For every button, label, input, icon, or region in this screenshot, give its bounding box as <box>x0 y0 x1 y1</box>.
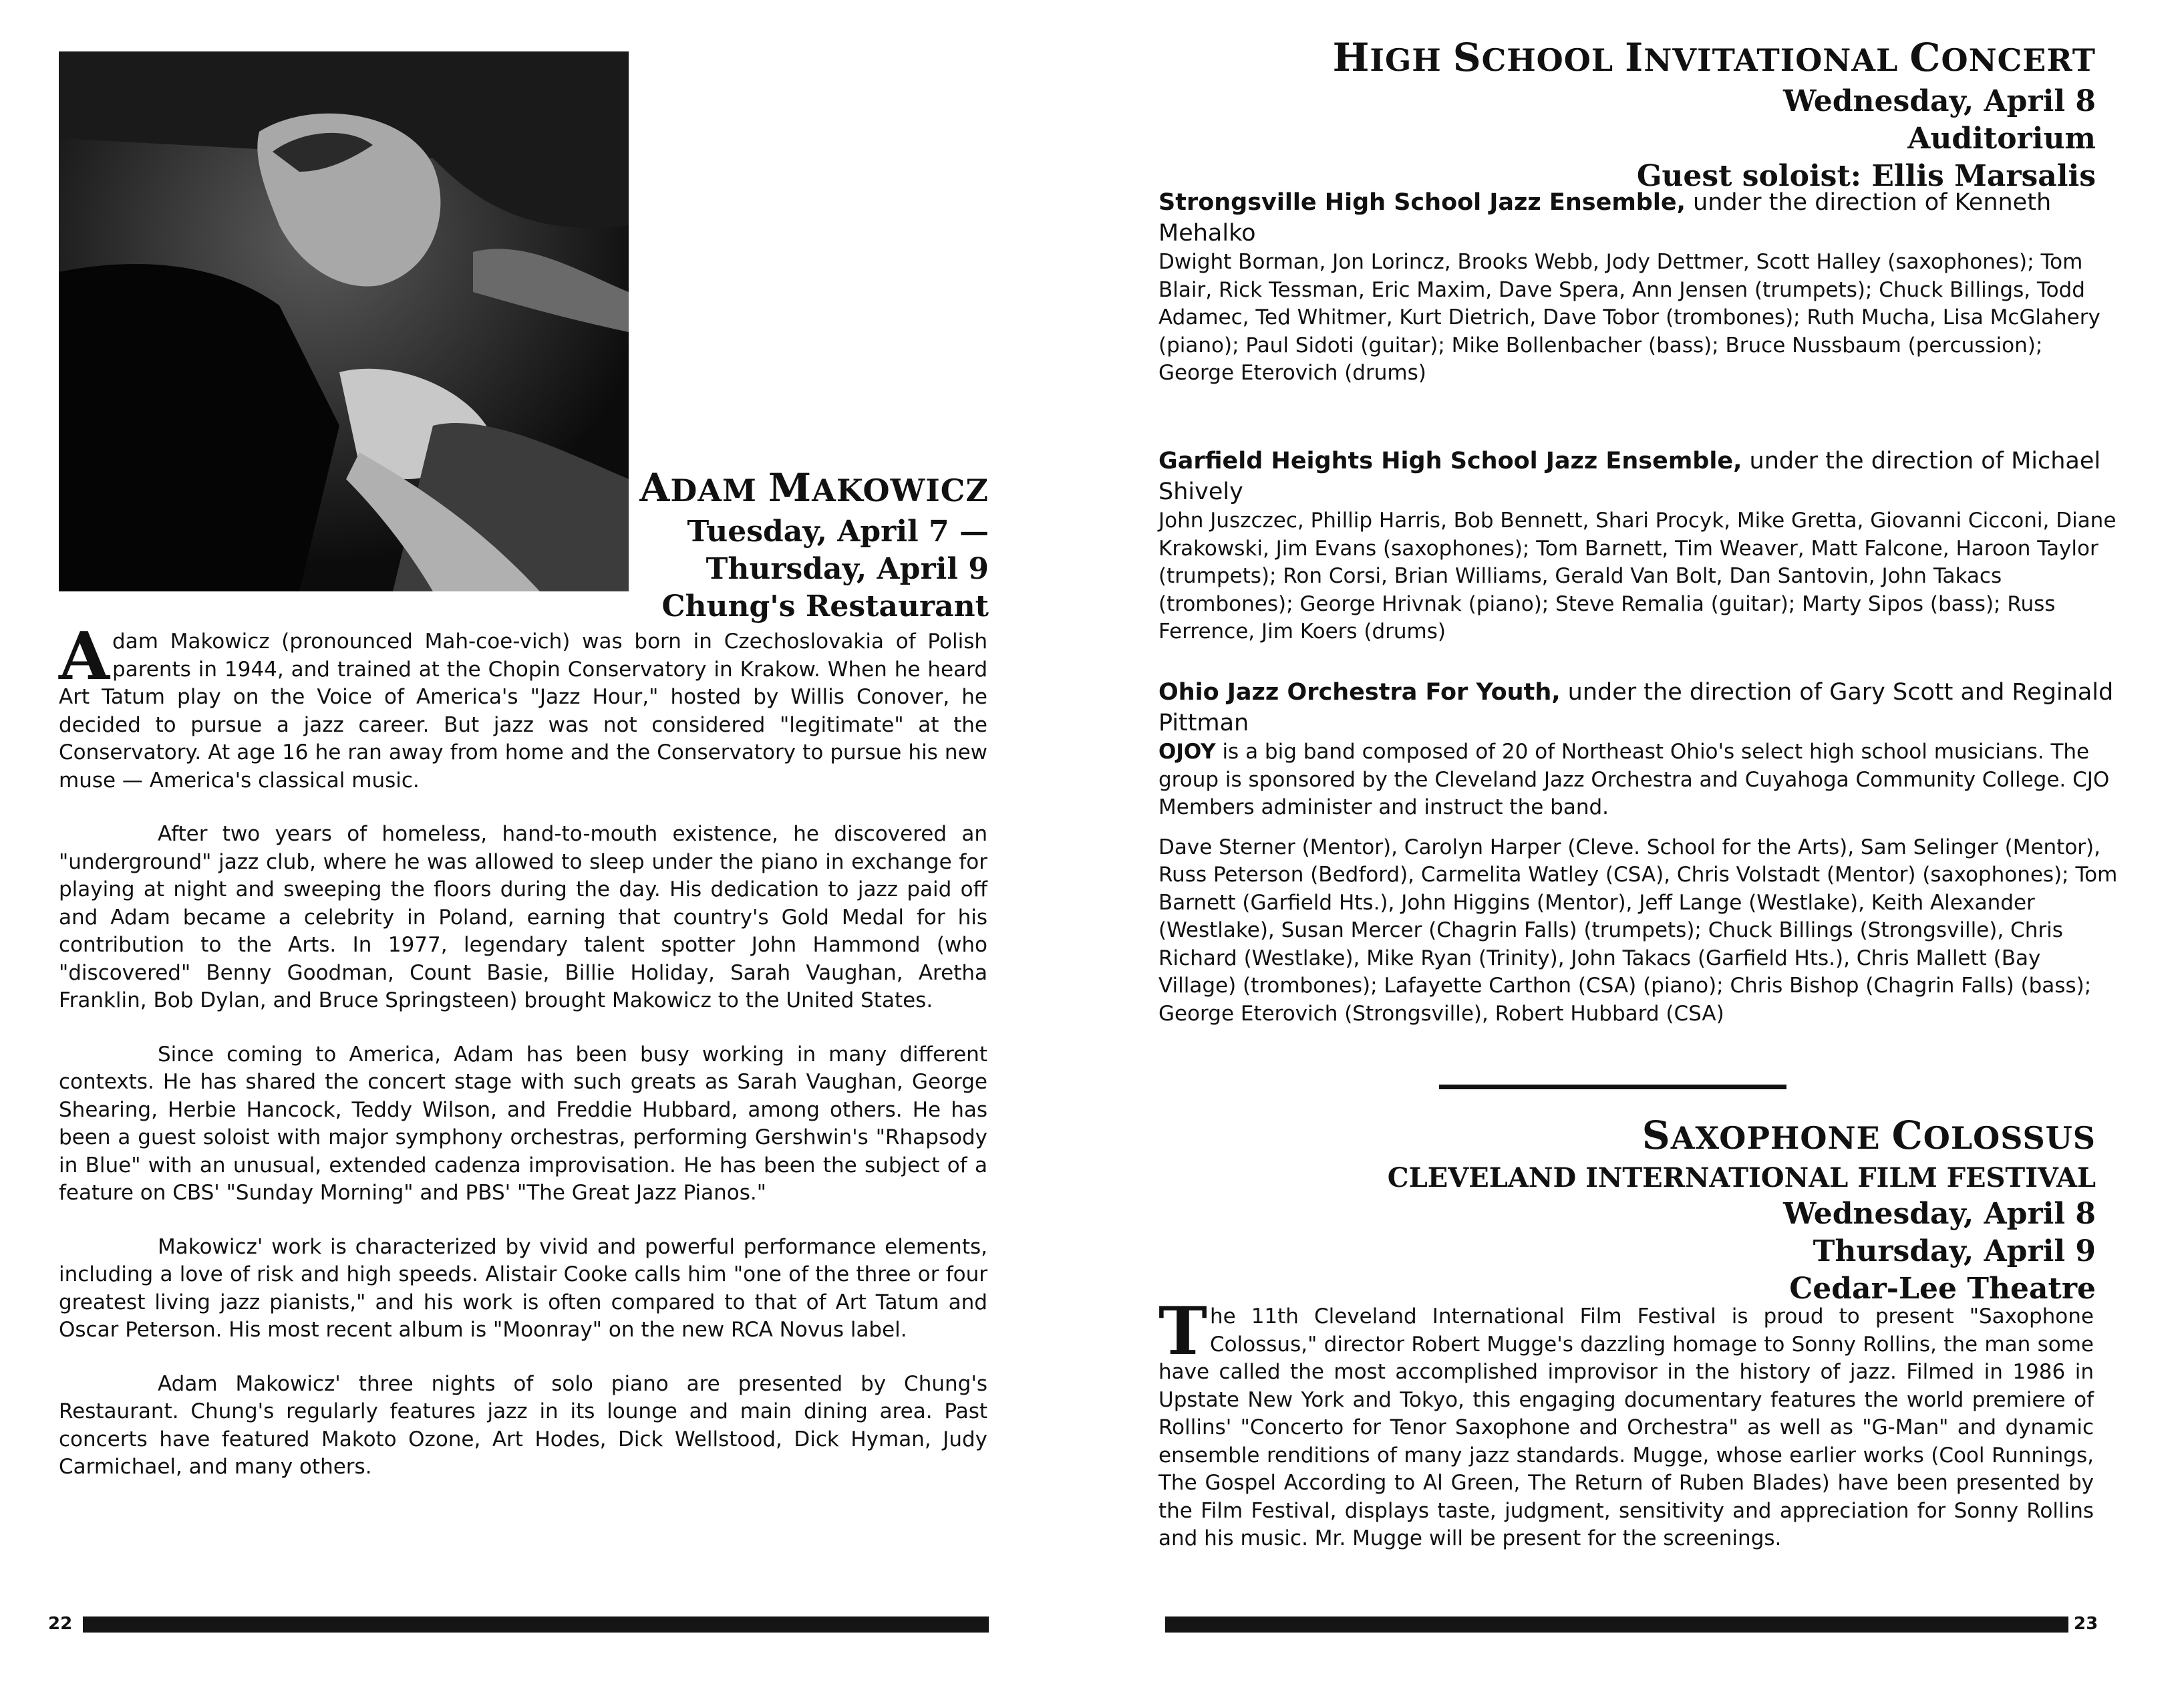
guest-soloist: Guest soloist: Ellis Marsalis <box>1636 159 2096 193</box>
ensemble-ojoy <box>1158 677 2121 1028</box>
ensemble-director: under the direction of Gary Scott and Reginald Pittman <box>1158 679 2114 736</box>
venue: Chung's Restaurant <box>661 589 989 623</box>
page-number: 23 <box>2074 1614 2098 1634</box>
film-date-2: Thursday, April 9 <box>1813 1234 2096 1268</box>
makowicz-heading <box>639 465 989 625</box>
footer-bar <box>83 1616 989 1633</box>
makowicz-bio <box>59 618 987 1508</box>
date-line-1: Tuesday, April 7 — <box>687 515 989 549</box>
film-description: The 11th Cleveland International Film Festival is proud to present "Saxophone Colossus," director Robert Mugge's dazzling homage to Sonny Rollins, the man some have called the most accomplished improvisor in the history of jazz. Filmed in 1986 in Upstate New York and Tokyo, this engaging documentary features the world premiere of Rollins' "Concerto for Tenor Saxophone and Orchestra" as well as "G-Man" and dynamic ensemble renditions of many jazz standards. Mugge, whose earlier works (Cool Runnings, The Gospel According to Al Green, The Return of Ruben Blades) have been presented by the Film Festival, displays taste, judgment, sensitivity and appreciation for Sonny Rollins and his music. Mr. Mugge will be present for the screenings. <box>1158 1293 2094 1550</box>
section-divider <box>1439 1085 1786 1089</box>
drop-cap: A <box>59 618 110 695</box>
festival-name: CLEVELAND INTERNATIONAL FILM FESTIVAL <box>1387 1162 2096 1193</box>
bio-paragraph-1: Adam Makowicz (pronounced Mah-coe-vich) was born in Czechoslovakia of Polish parents in 1944, and trained at the Chopin Conservatory in Krakow. When he heard Art Tatum play on the Voice of America's "Jazz Hour," hosted by Willis Conover, he decided to pursue a jazz career. But jazz was not considered "legitimate" at the Conservatory. At age 16 he ran away from home and the Conservatory to pursue his new muse — America's classical music. <box>59 618 987 793</box>
ensemble-name: Garfield Heights High School Jazz Ensemble, <box>1158 448 1742 474</box>
ensemble-director: under the direction of Michael Shively <box>1158 448 2101 505</box>
bio-paragraph-3: Since coming to America, Adam has been busy working in many different contexts. He has shared the concert stage with such greats as Sarah Vaughan, George Shearing, Herbie Hancock, Teddy Wilson, and Freddie Hubbard, among others. He has been a guest soloist with major symphony orchestras, performing Gershwin's "Rhapsody in Blue" with an unusual, extended cadenza improvisation. He has been the subject of a feature on CBS' "Sunday Morning" and PBS' "The Great Jazz Pianos." <box>59 1042 987 1205</box>
ensemble-strongsville <box>1158 187 2121 388</box>
artist-name: ADAM MAKOWICZ <box>639 465 989 511</box>
concert-heading <box>1333 35 2096 195</box>
bio-paragraph-2: After two years of homeless, hand-to-mouth existence, he discovered an "underground" jazz club, where he was allowed to sleep under the piano in exchange for playing at night and sweeping the floors during the day. His dedication to jazz paid off and Adam became a celebrity in Poland, earning that country's Gold Medal for his contribution to the Arts. In 1977, legendary talent spotter John Hammond (who "discovered" Benny Goodman, Count Basie, Billie Holiday, Sarah Vaughan, Aretha Franklin, Bob Dylan, and Bruce Springsteen) brought Makowicz to the United States. <box>59 822 987 1012</box>
drop-cap: T <box>1158 1293 1207 1370</box>
ensemble-garfield-heights <box>1158 446 2121 646</box>
ensemble-members: Dwight Borman, Jon Lorincz, Brooks Webb, Jody Dettmer, Scott Halley (saxophones); Tom Blair, Rick Tessman, Eric Maxim, Dave Spera, Ann Jensen (trumpets); Chuck Billings, Todd Adamec, Ted Whitmer, Kurt Dietrich, Dave Tobor (trombones); Ruth Mucha, Lisa McGlahery (piano); Paul Sidoti (guitar); Mike Bollenbacher (bass); Bruce Nussbaum (percussion); George Eterovich (drums) <box>1158 250 2100 385</box>
right-page <box>1092 0 2184 1688</box>
ensemble-director: under the direction of Kenneth Mehalko <box>1158 189 2052 247</box>
ensemble-name: Ohio Jazz Orchestra For Youth, <box>1158 679 1561 706</box>
date-line-2: Thursday, April 9 <box>706 552 989 586</box>
film-title: SAXOPHONE COLOSSUS <box>1642 1113 2096 1158</box>
concert-venue: Auditorium <box>1907 122 2096 156</box>
bio-paragraph-5: Adam Makowicz' three nights of solo piano are presented by Chung's Restaurant. Chung's regularly features jazz in its lounge and main dining area. Past concerts have featured Makoto Ozone, Art Hodes, Dick Wellstood, Dick Hyman, Judy Carmichael, and many others. <box>59 1371 987 1479</box>
film-date-1: Wednesday, April 8 <box>1782 1197 2096 1231</box>
pianist-photo <box>59 51 629 591</box>
film-heading <box>1388 1113 2096 1308</box>
ensemble-description: OJOY is a big band composed of 20 of Northeast Ohio's select high school musicians. The group is sponsored by the Cleveland Jazz Orchestra and Cuyahoga Community College. CJO Members administer and instruct the band. <box>1158 740 2110 819</box>
pianist-photo-image <box>59 51 629 591</box>
concert-title: HIGH SCHOOL INVITATIONAL CONCERT <box>1332 35 2096 80</box>
ensemble-members: Dave Sterner (Mentor), Carolyn Harper (Cleve. School for the Arts), Sam Selinger (Mentor), Russ Peterson (Bedford), Carmelita Watley (CSA), Chris Volstadt (Mentor) (saxophones); Tom Barnett (Garfield Hts.), John Higgins (Mentor), Jeff Lange (Westlake), Keith Alexander (Westlake), Susan Mercer (Chagrin Falls) (trumpets); Chuck Billings (Strongsville), Chris Richard (Westlake), Mike Ryan (Trinity), John Takacs (Garfield Hts.), Chris Mallett (Bay Village) (trombones); Lafayette Carthon (CSA) (piano); Chris Bishop (Chagrin Falls) (bass); George Eterovich (Strongsville), Robert Hubbard (CSA) <box>1158 835 2118 1026</box>
ensemble-members: John Juszczec, Phillip Harris, Bob Bennett, Shari Procyk, Mike Gretta, Giovanni Cicconi, Diane Krakowski, Jim Evans (saxophones); Tom Barnett, Tim Weaver, Matt Falcone, Haroon Taylor (trumpets); Ron Corsi, Brian Williams, Gerald Van Bolt, Dan Santovin, John Takacs (trombones); George Hrivnak (piano); Steve Remalia (guitar); Marty Sipos (bass); Russ Ferrence, Jim Koers (drums) <box>1158 509 2117 644</box>
concert-date: Wednesday, April 8 <box>1782 84 2096 118</box>
bio-paragraph-4: Makowicz' work is characterized by vivid and powerful performance elements, including a love of risk and high speeds. Alistair Cooke calls him "one of the three or four greatest living jazz pianists," and his work is often compared to that of Art Tatum and Oscar Peterson. His most recent album is "Moonray" on the new RCA Novus label. <box>59 1234 987 1342</box>
film-venue: Cedar-Lee Theatre <box>1789 1272 2096 1306</box>
page-number: 22 <box>48 1614 73 1634</box>
footer-bar <box>1165 1616 2068 1633</box>
ensemble-name: Strongsville High School Jazz Ensemble, <box>1158 189 1686 216</box>
